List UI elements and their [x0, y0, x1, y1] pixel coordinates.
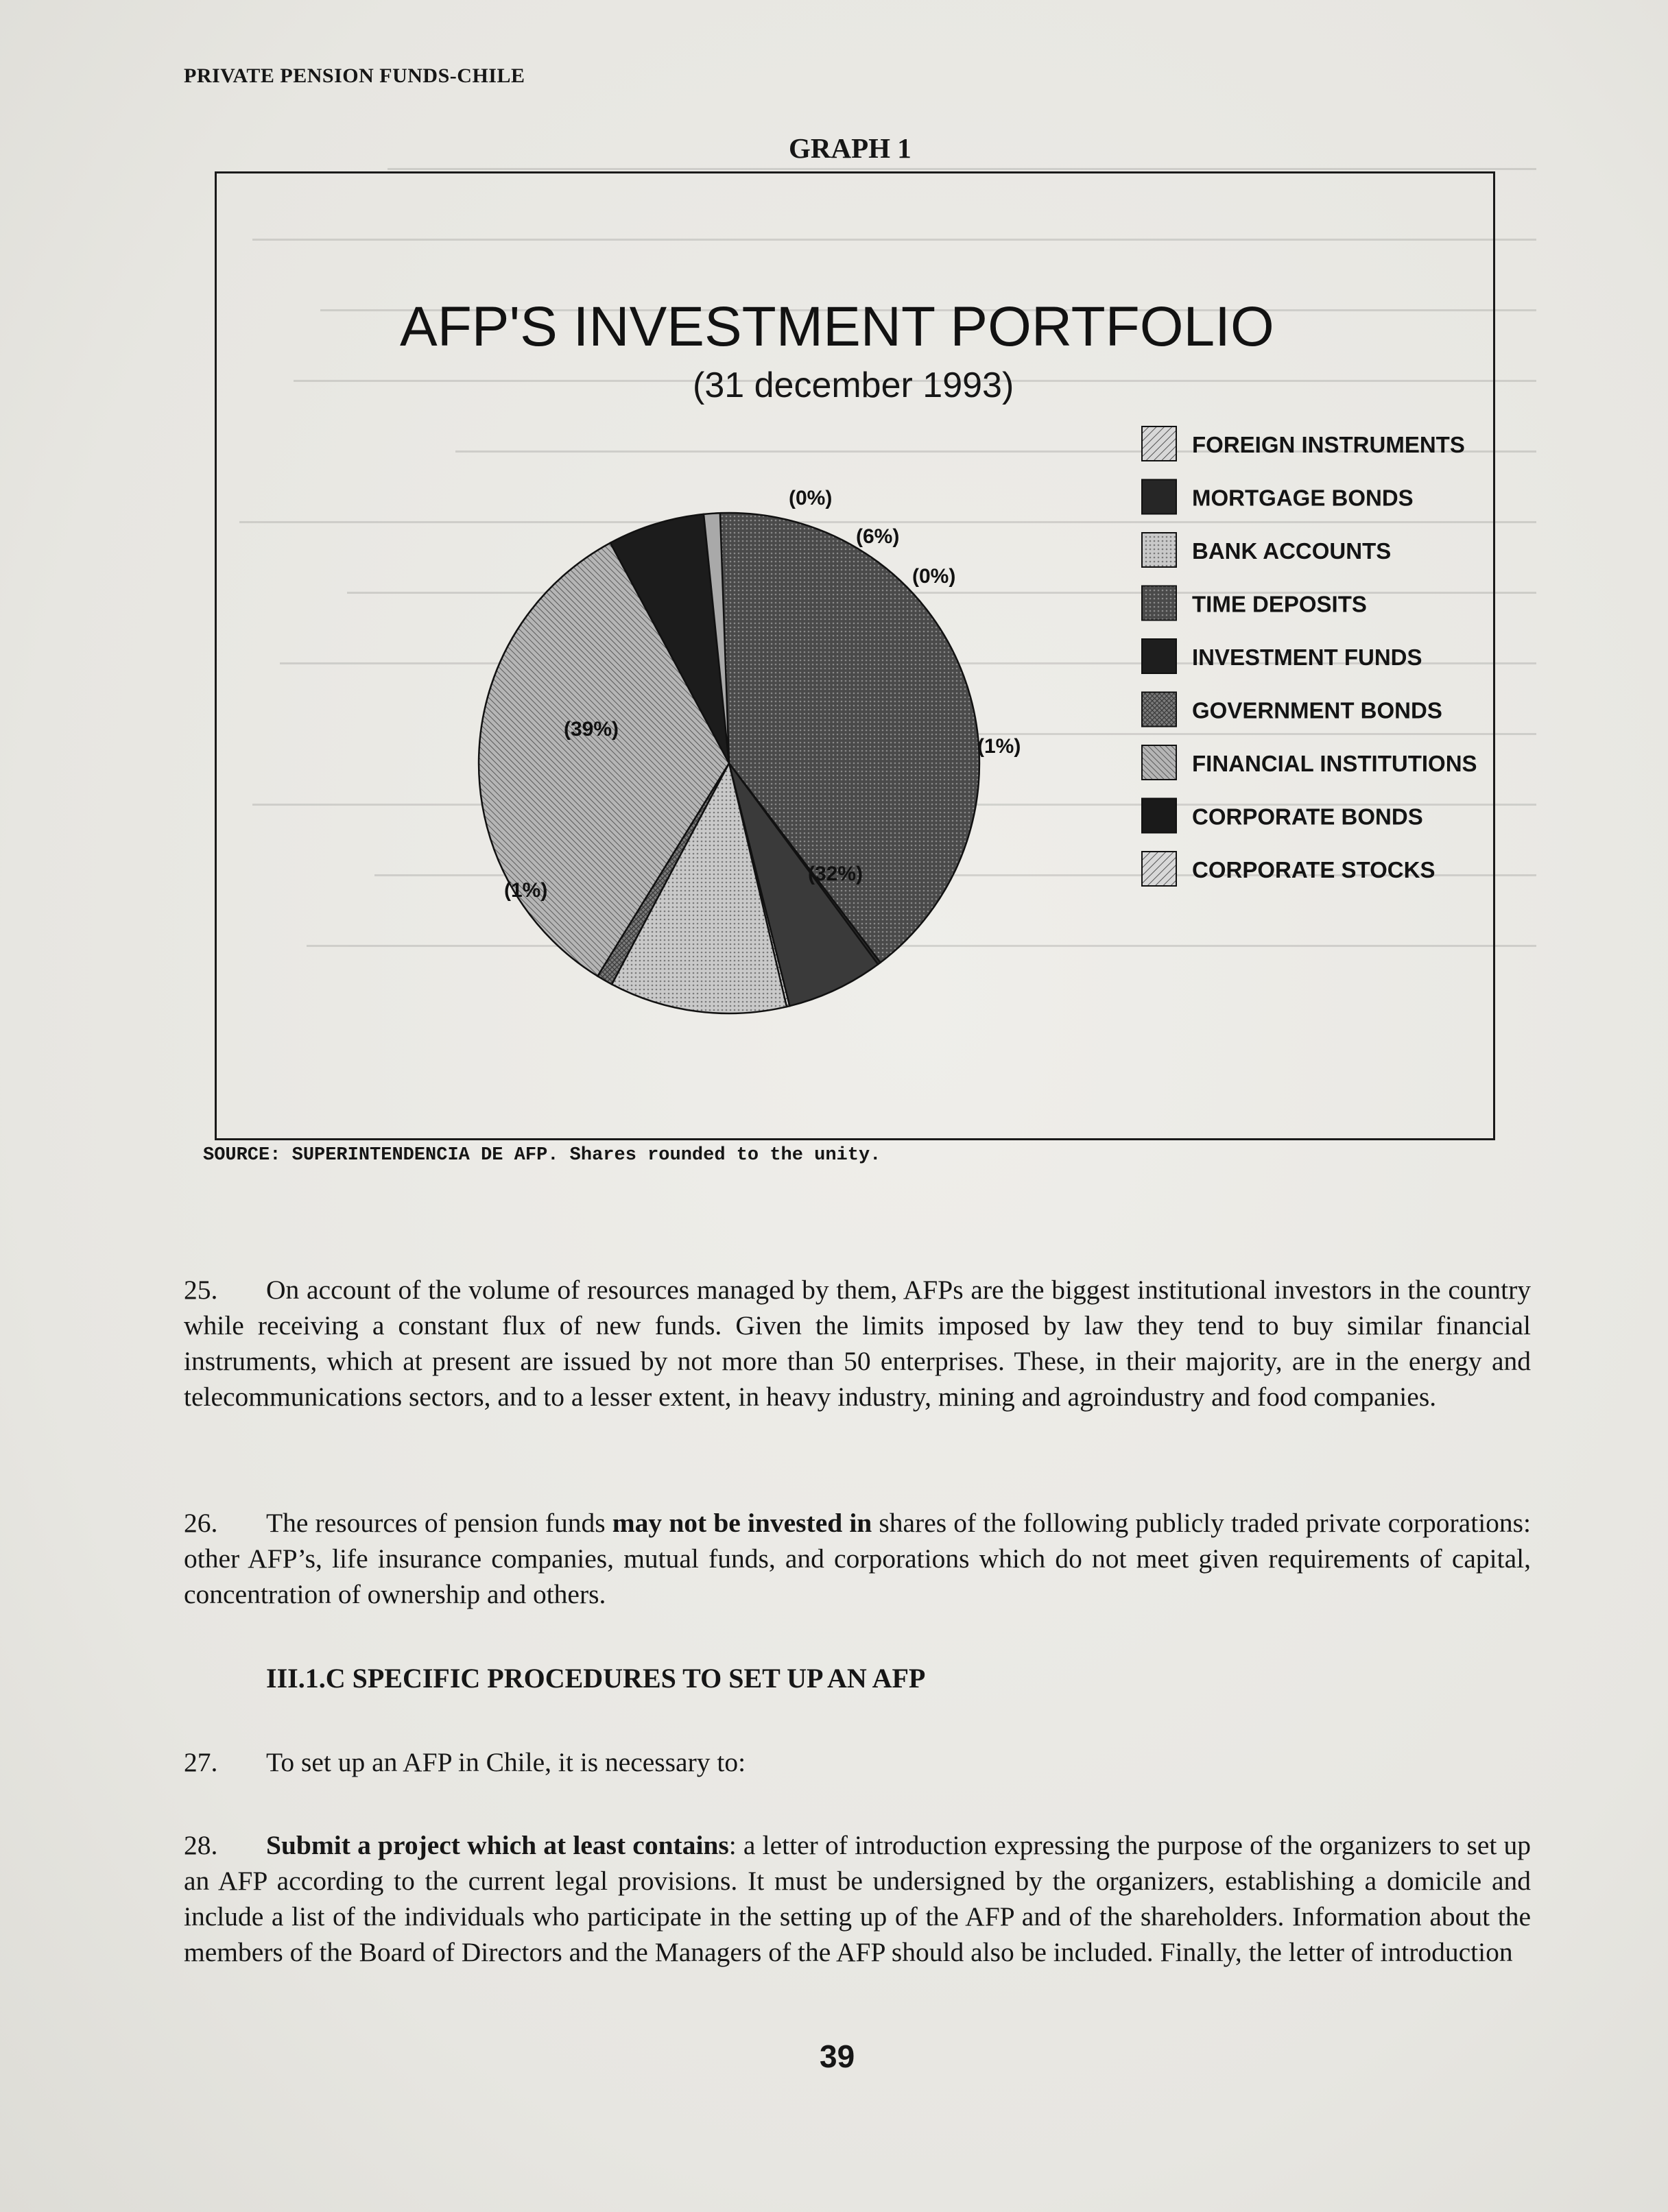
paragraph-text: On account of the volume of resources managed by them, AFPs are the biggest institutional investors in the country while receiving a constant flux of new funds. Given the limits imposed by law they tend to buy similar financial instruments, which at present are issued by not more than 50 enterprises. These, in their majority, are in the energy and telecommunications sectors, and to a lesser extent, in heavy industry, mining and agroindustry and food companies. — [184, 1275, 1531, 1412]
paragraph-text: To set up an AFP in Chile, it is necessary to: — [266, 1747, 746, 1777]
slice-label: (39%) — [564, 718, 619, 741]
legend-swatch — [1142, 639, 1176, 673]
graph-label: GRAPH 1 — [789, 132, 912, 164]
legend-label: TIME DEPOSITS — [1192, 591, 1367, 617]
paragraph-number: 26. — [184, 1508, 218, 1538]
legend-label: MORTGAGE BONDS — [1192, 485, 1414, 511]
legend-label: INVESTMENT FUNDS — [1192, 645, 1422, 670]
legend-swatch — [1142, 852, 1176, 886]
legend-label: BANK ACCOUNTS — [1192, 538, 1392, 564]
paragraph-text: : a letter of introduction expressing the purpose of the organizers to set up an AFP according to the current legal provisions. It must be undersigned by the organizers, establishing a domicile and include a list of the individuals who participate in the setting up of the AFP and of the shareholders. Information about the members of the Board of Directors and the Managers of the AFP should also be included. Finally, the letter of introduction — [184, 1830, 1532, 1967]
paragraph-27 — [184, 1744, 1531, 1780]
legend-swatch — [1142, 586, 1176, 621]
chart-subtitle: (31 december 1993) — [693, 365, 1014, 405]
running-head: PRIVATE PENSION FUNDS-CHILE — [184, 64, 525, 87]
legend-swatch — [1142, 426, 1176, 461]
slice-label: (32%) — [808, 863, 863, 885]
paragraph-26 — [184, 1505, 1531, 1612]
chart-title: AFP'S INVESTMENT PORTFOLIO — [400, 296, 1274, 358]
legend-label: FINANCIAL INSTITUTIONS — [1192, 751, 1477, 776]
legend-swatch — [1142, 480, 1176, 514]
page-number: 39 — [820, 2039, 855, 2074]
paragraph-28 — [184, 1827, 1531, 1970]
chart-source-note: SOURCE: SUPERINTENDENCIA DE AFP. Shares rounded to the unity. — [203, 1145, 881, 1166]
legend-label: CORPORATE STOCKS — [1192, 857, 1435, 882]
legend-label: GOVERNMENT BONDS — [1192, 697, 1442, 723]
paragraph-25 — [184, 1272, 1531, 1415]
legend-swatch — [1142, 799, 1176, 833]
legend-swatch — [1142, 693, 1176, 727]
paragraph-text: The resources of pension funds — [266, 1508, 606, 1538]
paragraph-number: 28. — [184, 1830, 218, 1860]
chart-legend — [1142, 426, 1477, 886]
paragraph-emphasis: may not be invested in — [612, 1508, 872, 1538]
paragraph-text: shares of the following publicly traded private corporations: other AFP’s, life insurance companies, mutual funds, and corporations which do not meet given requirements of capital, concentration of ownership and others. — [184, 1508, 1532, 1609]
legend-swatch — [1142, 533, 1176, 567]
legend-label: CORPORATE BONDS — [1192, 804, 1423, 830]
slice-label: (6%) — [856, 525, 900, 548]
paragraph-emphasis: Submit a project which at least contains — [266, 1830, 729, 1860]
paragraph-number: 27. — [184, 1747, 218, 1777]
slice-label: (0%) — [789, 487, 833, 509]
slice-label: (0%) — [912, 565, 956, 588]
slice-label: (1%) — [504, 879, 548, 902]
section-heading: III.1.C SPECIFIC PROCEDURES TO SET UP AN AFP — [266, 1663, 926, 1694]
pie-slices — [479, 513, 979, 1013]
legend-label: FOREIGN INSTRUMENTS — [1192, 432, 1465, 457]
slice-label: (1%) — [977, 735, 1021, 758]
legend-swatch — [1142, 745, 1176, 780]
paragraph-number: 25. — [184, 1275, 218, 1305]
